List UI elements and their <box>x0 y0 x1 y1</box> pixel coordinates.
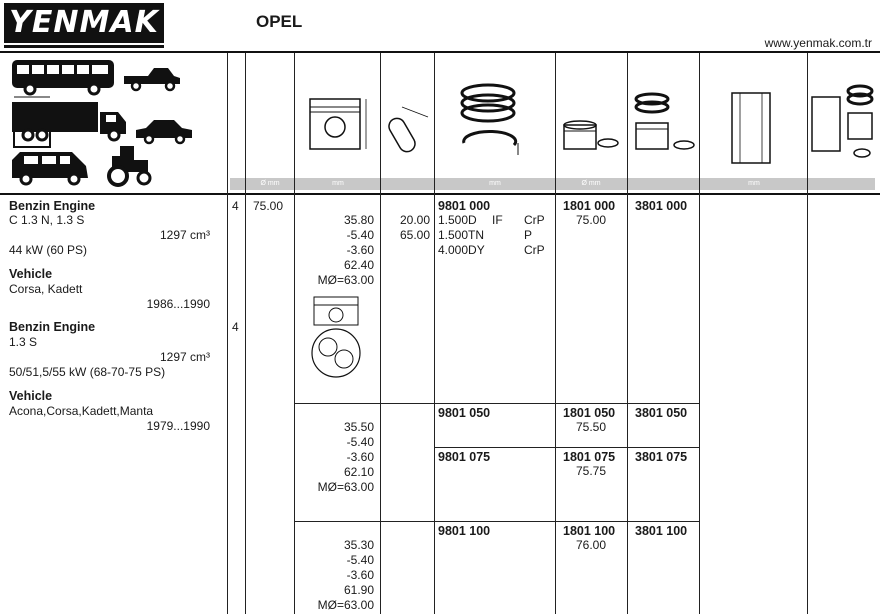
column-divider <box>380 53 381 614</box>
column-divider <box>807 53 808 614</box>
piston-diameter: 76.00 <box>576 538 607 552</box>
ring-size: 1.500TN <box>438 228 485 242</box>
bore-value: 75.00 <box>253 199 284 213</box>
kit-code[interactable]: 3801 000 <box>635 199 688 213</box>
liner-kit-icon <box>808 83 878 173</box>
production-years: 1986...1990 <box>146 297 210 311</box>
pin-icon <box>388 103 438 183</box>
column-divider <box>245 53 246 614</box>
row-divider <box>294 521 699 522</box>
piston-code[interactable]: 1801 075 <box>563 450 616 464</box>
vehicle-label: Vehicle <box>9 389 53 403</box>
engine-power: 50/51,5/55 kW (68-70-75 PS) <box>9 365 166 379</box>
engine-power: 44 kW (60 PS) <box>9 243 88 257</box>
piston-pin-icon <box>562 119 632 169</box>
ring-coating: P <box>524 228 533 242</box>
ring-set-code[interactable]: 9801 100 <box>438 524 491 538</box>
vehicle-models: Corsa, Kadett <box>9 282 83 296</box>
dim-value: 61.90 <box>343 583 374 597</box>
piston-crown-icon <box>310 295 370 385</box>
vehicle-models: Acona,Corsa,Kadett,Manta <box>9 404 154 418</box>
kit-code[interactable]: 3801 075 <box>635 450 688 464</box>
logo-underline <box>4 45 164 48</box>
kit-code[interactable]: 3801 050 <box>635 406 688 420</box>
ring-coating: CrP <box>524 243 545 257</box>
unit-rings: mm <box>489 180 501 187</box>
column-header-row <box>0 53 880 191</box>
liner-icon <box>712 83 792 183</box>
ring-set-code[interactable]: 9801 050 <box>438 406 491 420</box>
compression-height: 35.30 <box>343 538 374 552</box>
column-divider <box>294 53 295 614</box>
piston-diameter: 75.00 <box>576 213 607 227</box>
compression-height: 35.80 <box>343 213 374 227</box>
cylinder-count: 4 <box>232 199 239 213</box>
dim-value: MØ=63.00 <box>317 273 374 287</box>
dim-value: -5.40 <box>346 435 374 449</box>
dim-value: -3.60 <box>346 243 374 257</box>
unit-liner: mm <box>748 180 760 187</box>
column-divider <box>434 53 435 614</box>
piston-section-icon <box>300 91 380 191</box>
production-years: 1979...1990 <box>146 419 210 433</box>
header-bottom-divider <box>0 193 880 195</box>
dim-value: 62.10 <box>343 465 374 479</box>
pin-diameter: 20.00 <box>399 213 430 227</box>
kit-code[interactable]: 3801 100 <box>635 524 688 538</box>
page-title: OPEL <box>256 12 303 31</box>
brand-logo: YENMAK <box>4 3 164 43</box>
dim-value: MØ=63.00 <box>317 480 374 494</box>
engine-label: Benzin Engine <box>9 320 96 334</box>
ring-set-icon <box>458 83 538 178</box>
column-divider <box>627 53 628 614</box>
ring-set-code[interactable]: 9801 075 <box>438 450 491 464</box>
column-divider <box>555 53 556 614</box>
engine-model: C 1.3 N, 1.3 S <box>9 213 85 227</box>
displacement: 1297 cm³ <box>159 350 210 364</box>
engine-label: Benzin Engine <box>9 199 96 213</box>
dim-value: -3.60 <box>346 568 374 582</box>
ring-size: 1.500D <box>438 213 477 227</box>
dim-value: -3.60 <box>346 450 374 464</box>
unit-compression: mm <box>332 180 344 187</box>
piston-diameter: 75.50 <box>576 420 607 434</box>
column-divider <box>227 53 228 614</box>
row-divider <box>434 447 699 448</box>
vehicle-label: Vehicle <box>9 267 53 281</box>
dim-value: MØ=63.00 <box>317 598 374 612</box>
unit-piston: Ø mm <box>581 180 601 187</box>
ring-set-code[interactable]: 9801 000 <box>438 199 491 213</box>
pin-length: 65.00 <box>399 228 430 242</box>
piston-diameter-icon <box>8 91 58 151</box>
piston-diameter: 75.75 <box>576 464 607 478</box>
piston-code[interactable]: 1801 000 <box>563 199 616 213</box>
row-divider <box>294 403 699 404</box>
column-divider <box>699 53 700 614</box>
compression-height: 35.50 <box>343 420 374 434</box>
dim-value: -5.40 <box>346 228 374 242</box>
ring-coating: CrP <box>524 213 545 227</box>
dim-value: -5.40 <box>346 553 374 567</box>
piston-code[interactable]: 1801 100 <box>563 524 616 538</box>
ring-type: IF <box>492 213 503 227</box>
piston-code[interactable]: 1801 050 <box>563 406 616 420</box>
dim-value: 62.40 <box>343 258 374 272</box>
ring-size: 4.000DY <box>438 243 485 257</box>
unit-bore: Ø mm <box>260 180 280 187</box>
piston-kit-icon <box>634 91 704 171</box>
displacement: 1297 cm³ <box>159 228 210 242</box>
cylinder-count: 4 <box>232 320 239 334</box>
website-url[interactable]: www.yenmak.com.tr <box>764 36 872 50</box>
engine-model: 1.3 S <box>9 335 38 349</box>
